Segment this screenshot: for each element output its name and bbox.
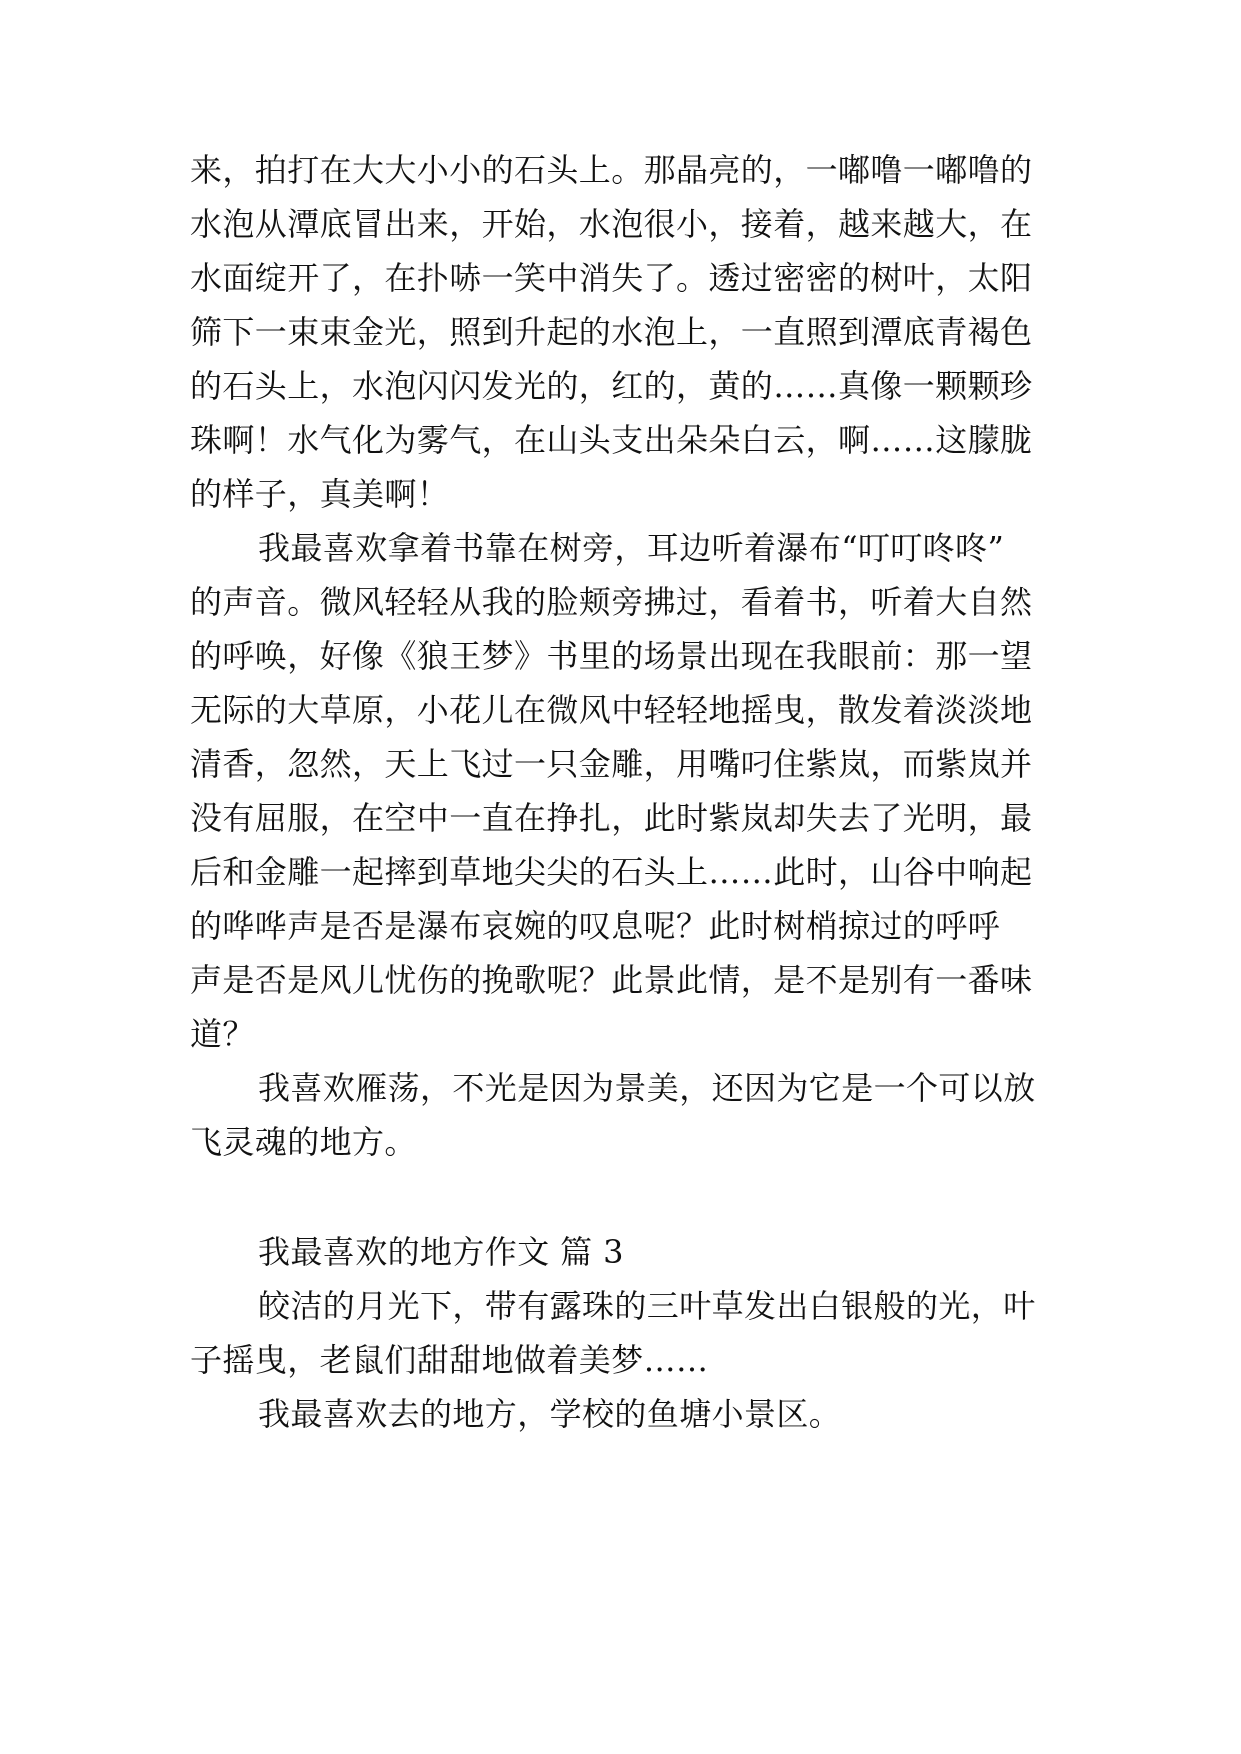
text-line: 的声音。微风轻轻从我的脸颊旁拂过，看着书，听着大自然 — [190, 583, 1033, 621]
text-line: 水泡从潭底冒出来，开始，水泡很小，接着，越来越大，在 — [190, 205, 1033, 243]
text-line: 子摇曳，老鼠们甜甜地做着美梦…… — [190, 1341, 709, 1379]
text-line: 后和金雕一起摔到草地尖尖的石头上……此时，山谷中响起 — [190, 853, 1033, 891]
text-line: 的石头上，水泡闪闪发光的，红的，黄的……真像一颗颗珍 — [190, 367, 1033, 405]
text-line: 飞灵魂的地方。 — [190, 1123, 417, 1161]
text-line: 的哗哗声是否是瀑布哀婉的叹息呢？此时树梢掠过的呼呼 — [190, 907, 1001, 945]
section-heading: 我最喜欢的地方作文 篇 3 — [258, 1233, 624, 1271]
paragraph-first-line: 我最喜欢拿着书靠在树旁，耳边听着瀑布“叮叮咚咚” — [258, 529, 1005, 567]
text-line: 的样子，真美啊！ — [190, 475, 450, 513]
text-line: 的呼唤，好像《狼王梦》书里的场景出现在我眼前：那一望 — [190, 637, 1033, 675]
text-line: 没有屈服，在空中一直在挣扎，此时紫岚却失去了光明，最 — [190, 799, 1033, 837]
text-line: 筛下一束束金光，照到升起的水泡上，一直照到潭底青褐色 — [190, 313, 1033, 351]
paragraph-first-line: 我最喜欢去的地方，学校的鱼塘小景区。 — [258, 1395, 842, 1433]
text-line: 珠啊！水气化为雾气，在山头支出朵朵白云，啊……这朦胧 — [190, 421, 1033, 459]
text-line: 水面绽开了，在扑哧一笑中消失了。透过密密的树叶，太阳 — [190, 259, 1033, 297]
text-line: 清香，忽然，天上飞过一只金雕，用嘴叼住紫岚，而紫岚并 — [190, 745, 1033, 783]
text-line: 道？ — [190, 1015, 255, 1053]
text-line: 声是否是风儿忧伤的挽歌呢？此景此情，是不是别有一番味 — [190, 961, 1033, 999]
paragraph-first-line: 皎洁的月光下，带有露珠的三叶草发出白银般的光，叶 — [258, 1287, 1036, 1325]
paragraph-first-line: 我喜欢雁荡，不光是因为景美，还因为它是一个可以放 — [258, 1069, 1036, 1107]
text-line: 来，拍打在大大小小的石头上。那晶亮的，一嘟噜一嘟噜的 — [190, 151, 1033, 189]
text-line: 无际的大草原，小花儿在微风中轻轻地摇曳，散发着淡淡地 — [190, 691, 1033, 729]
